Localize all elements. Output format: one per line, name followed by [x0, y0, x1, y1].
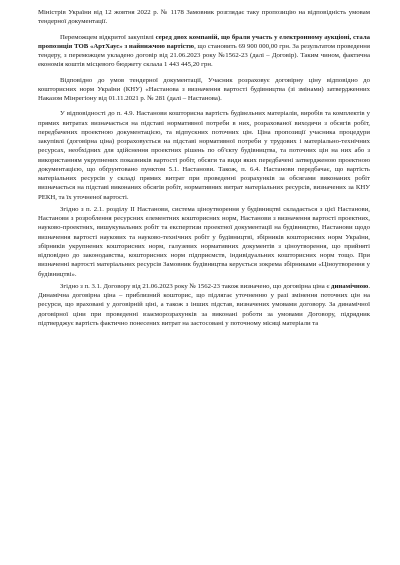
bold-text-run: динамічною	[331, 282, 369, 290]
text-run: , що становить 69 900 000,00 грн. За результатом проведення тендеру, з переможцем укладено договір від 21.06.2023 року №1562-23 (далі – Договір). Таким чином, фактична економія коштів місцевого бюджету склала 1 443 445,20 грн.	[38, 42, 371, 69]
paragraph-auction-winner	[38, 33, 370, 70]
text-run: Згідно з п. 3.1. Договору від 21.06.2023 року № 1562-23 також визначено, що договірна ціна є	[60, 282, 332, 290]
text-run: Переможцем відкритої закупівлі	[60, 33, 156, 41]
paragraph-pricing-conditions	[38, 76, 370, 104]
paragraph-pricing-system	[38, 205, 370, 279]
paragraph-continuation	[38, 8, 370, 27]
text-run: Відповідно до умов тендерної документації, Учасник розраховує договірну ціну відповідно до кошторисних норм України (КНУ) «Настанова з визначення вартості будівництва (зі змінами) затвердженних Наказом Мінрегіону від 01.11.2021 р. № 281 (далі – Настанова).	[38, 76, 370, 102]
paragraph-dynamic-price	[38, 282, 370, 328]
paragraph-material-costs	[38, 109, 370, 202]
text-run: . Динамічна договірна ціна – приблизний кошторис, що підлягає уточненню у разі змінення поточних цін на ресурси, що враховані у договірній ціні, а також з інших підстав, визначених умовами договору. За динамічної договірної ціни при проведенні взаєморозрахунків за виконані роботи за умовами Договору, підрядник підтверджує вартість фактично понесених витрат на застосовані у поточному місяці матеріали та	[38, 282, 370, 327]
bold-text-run: серед двох компаній, що брали участь у електронному аукціоні, стала пропозиція ТОВ «АртХаус» з найнижчою вартістю	[38, 33, 370, 50]
text-run: У відповідності до п. 4.9. Настанови кошторисна вартість будівельних матеріалів, виробів та комплектів у прямих витратах визначається на підставі нормативної потреби в них, розрахованої виходячи з обсягів робіт, передбачених проектною документацією, та відпускних поточних цін. Ціна пропозиції учасника процедури закупівлі (договірна ціна) розраховується на підставі нормативної потреби у трудових і матеріально-технічних ресурсах, необхідних для здійснення проектних рішень по об'єкту будівництва, та поточних цін на них або з використанням укрупнених показників вартості робіт, обсяги та види яких передбачені затвердженою проектною документацією, що обґрунтовано пунктом 5.1. Настанови. Також, п. 6.4. Настанови передбачає, що вартість матеріальних ресурсів у складі прямих витрат при проведенні розрахунків за обсягами виконаних робіт визначається на підставі виконаних обсягів робіт, нормативних витрат матеріальних ресурсів, визначених за КНУ РЕКН, та їх уточненої вартості.	[38, 110, 370, 201]
text-run: Згідно з п. 2.1. розділу II Настанови, система ціноутворення у будівництві складається з цієї Настанови, Настанови з розроблення ресурсних елементних кошторисних норм, Настанови з визначення вартості проектних, науково-проектних, вишукувальних робіт та експертизи проектної документації на будівництво, Настанови щодо визначення вартості наукових та науково-технічних робіт у будівництві, збірників кошторисних норм України, збірників укрупнених кошторисних норм, галузевих нормативних документів з ціноутворення, що прийняті відповідно до законодавства, кошторисних норм підприємств, індивідуальних кошторисних норм тощо. При визначенні вартості матеріальних ресурсів Замовник будівництва керується зокрема збірниками «Ціноутворення у будівництві».	[38, 205, 370, 278]
text-run: Міністрів України від 12 жовтня 2022 р. № 1178 Замовник розглядає таку пропозицію на відповідність умовам тендерної документації.	[38, 9, 370, 26]
